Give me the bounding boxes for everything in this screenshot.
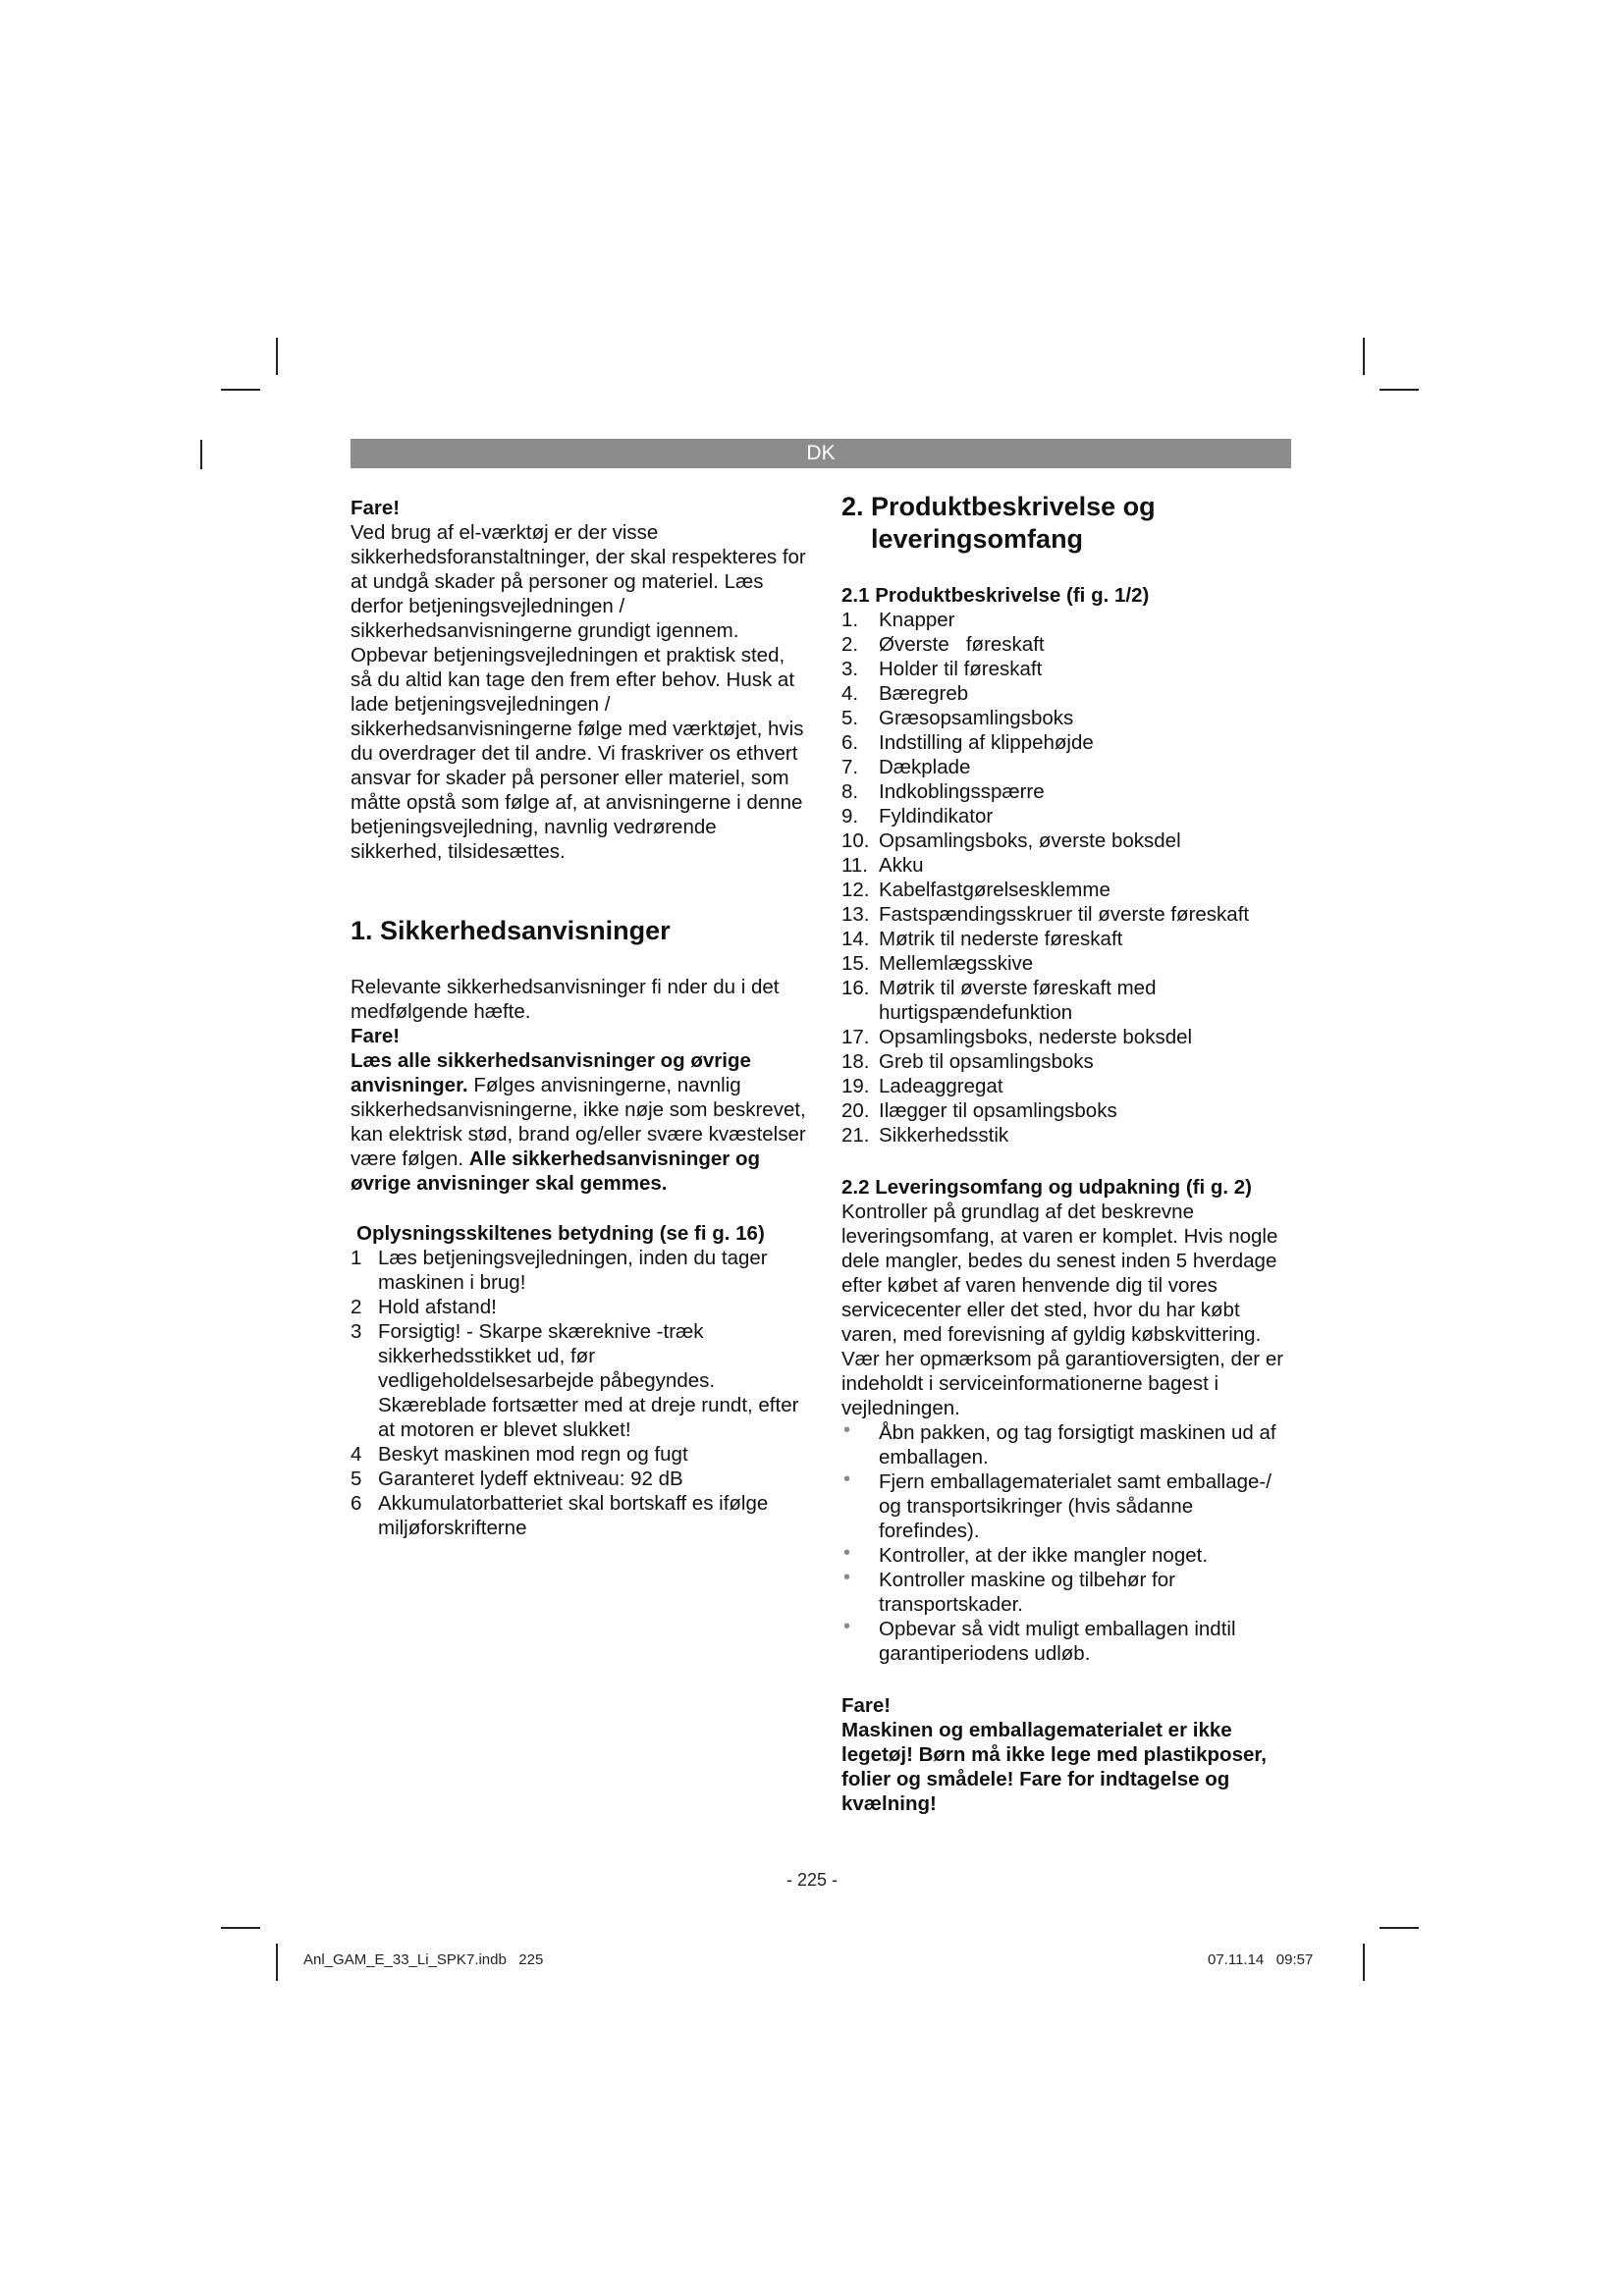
item-text: Møtrik til øverste føreskaft med hurtigspændefunktion	[879, 977, 1157, 1024]
unpack-list	[841, 1420, 1298, 1666]
item-number: 9.	[841, 805, 859, 828]
list-item	[841, 1617, 1298, 1666]
crop-mark	[276, 1944, 278, 1981]
list-item	[841, 976, 1298, 1025]
print-timestamp: 07.11.14 09:57	[1208, 1951, 1314, 1968]
item-number: 15.	[841, 952, 870, 975]
crop-mark	[276, 338, 278, 375]
item-number: 18.	[841, 1050, 870, 1073]
crop-mark	[1380, 1927, 1419, 1929]
list-item	[841, 902, 1298, 927]
list-item	[841, 1025, 1298, 1049]
item-number: 19.	[841, 1075, 870, 1097]
item-text: Kontroller maskine og tilbehør for transportskader.	[879, 1569, 1175, 1616]
item-number: 11.	[841, 854, 868, 877]
item-text: Sikkerhedsstik	[879, 1124, 1009, 1147]
item-text: Opsamlingsboks, øverste boksdel	[879, 829, 1181, 852]
list-item	[841, 1098, 1298, 1123]
item-text: Fyldindikator	[879, 805, 994, 828]
list-item	[841, 657, 1298, 681]
list-item	[351, 1246, 807, 1295]
crop-mark	[1363, 1944, 1365, 1981]
item-number: 4	[351, 1443, 362, 1466]
list-item	[841, 730, 1298, 755]
list-item	[841, 853, 1298, 878]
list-item	[841, 1074, 1298, 1098]
item-number: 5	[351, 1468, 362, 1490]
signs-heading: Oplysningsskiltenes betydning (se fi g. 16)	[356, 1222, 765, 1245]
item-text: Hold afstand!	[378, 1296, 497, 1318]
danger-paragraph: Ved brug af el-værktøj er der visse sikkerhedsforanstaltninger, der skal respekteres for at undgå skader på personer og materiel. Læs derfor betjeningsvejledningen / sikkerhedsanvisningerne grundigt igennem. Opbevar betjeningsvejledningen et praktisk sted, så du altid kan tage den frem efter behov. Husk at lade betjeningsvejledningen / sikkerhedsanvisningerne følge med værktøjet, hvis du overdrager det til andre. Vi fraskriver os ethvert ansvar for skader på personer eller materiel, som måtte opstå som følge af, at anvisningerne i denne betjeningsvejledning, navnlig vedrørende sikkerhed, tilsidesættes.	[351, 521, 806, 863]
item-text: Greb til opsamlingsboks	[879, 1050, 1094, 1073]
list-item	[841, 804, 1298, 828]
crop-mark	[221, 1927, 260, 1929]
item-number: 7.	[841, 756, 859, 778]
item-number: 21.	[841, 1124, 870, 1147]
item-text: Øverste føreskaft	[879, 633, 1045, 656]
item-text: Dækplade	[879, 756, 971, 778]
list-item	[841, 1543, 1298, 1568]
item-number: 1	[351, 1247, 362, 1269]
list-item	[841, 779, 1298, 804]
warning-lead: Læs alle sikkerhedsanvisninger og øvrige anvisninger.	[351, 1049, 751, 1096]
item-text: Åbn pakken, og tag forsigtigt maskinen ud af emballagen.	[879, 1421, 1276, 1468]
item-text: Opsamlingsboks, nederste boksdel	[879, 1026, 1193, 1048]
item-number: 6.	[841, 731, 859, 754]
list-item	[841, 632, 1298, 657]
left-column	[351, 496, 807, 1540]
item-text: Ladeaggregat	[879, 1075, 1003, 1097]
item-text: Møtrik til nederste føreskaft	[879, 928, 1123, 950]
list-item	[841, 706, 1298, 730]
list-item	[351, 1295, 807, 1319]
list-item	[841, 755, 1298, 779]
danger-title: Fare!	[351, 497, 401, 519]
item-text: Garanteret lydeff ektniveau: 92 dB	[378, 1468, 683, 1490]
section-1-heading: 1. Sikkerhedsanvisninger	[351, 916, 671, 945]
page-number: - 225 -	[785, 1870, 839, 1890]
item-number: 1.	[841, 609, 859, 631]
item-number: 4.	[841, 682, 859, 705]
crop-mark	[200, 440, 202, 469]
item-text: Indkoblingsspærre	[879, 780, 1045, 803]
item-text: Mellemlægsskive	[879, 952, 1034, 975]
list-item	[351, 1491, 807, 1540]
item-number: 3.	[841, 658, 859, 680]
signs-list	[351, 1246, 807, 1540]
right-column	[841, 491, 1298, 1816]
list-item	[841, 1469, 1298, 1543]
subsection-2-2-heading: 2.2 Leveringsomfang og udpakning (fi g. 2)	[841, 1176, 1253, 1199]
list-item	[841, 681, 1298, 706]
danger-title: Fare!	[841, 1694, 892, 1717]
item-number: 10.	[841, 829, 870, 852]
list-item	[841, 608, 1298, 632]
section-2-heading: 2. Produktbeskrivelse og leveringsomfang	[841, 492, 1156, 554]
item-text: Forsigtig! - Skarpe skæreknive -træk sikkerhedsstikket ud, før vedligeholdelsesarbejde påbegyndes. Skæreblade fortsætter med at dreje rundt, efter at motoren er blevet slukket!	[378, 1320, 799, 1441]
item-number: 20.	[841, 1099, 870, 1122]
language-header-bar	[351, 439, 1291, 468]
item-number: 13.	[841, 903, 870, 926]
item-text: Læs betjeningsvejledningen, inden du tager maskinen i brug!	[378, 1247, 768, 1294]
list-item	[351, 1319, 807, 1442]
parts-list	[841, 608, 1298, 1148]
item-number: 8.	[841, 780, 859, 803]
warning-body: Følges anvisningerne, navnlig sikkerhedsanvisningerne, ikke nøje som beskrevet, kan elektrisk stød, brand og/eller svære kvæstelser være følgen.	[351, 1074, 806, 1170]
item-text: Kontroller, at der ikke mangler noget.	[879, 1544, 1209, 1567]
bullet-icon: •	[843, 1542, 851, 1564]
item-text: Fjern emballagematerialet samt emballage-/ og transportsikringer (hvis sådanne forefindes).	[879, 1470, 1272, 1542]
item-number: 3	[351, 1320, 362, 1343]
item-text: Græsopsamlingsboks	[879, 707, 1074, 729]
item-number: 2.	[841, 633, 859, 656]
list-item	[841, 1568, 1298, 1617]
danger-title: Fare!	[351, 1025, 401, 1047]
list-item	[351, 1442, 807, 1467]
bullet-icon: •	[843, 1468, 851, 1490]
item-text: Knapper	[879, 609, 955, 631]
item-text: Opbevar så vidt muligt emballagen indtil garantiperiodens udløb.	[879, 1618, 1236, 1665]
item-text: Holder til føreskaft	[879, 658, 1043, 680]
delivery-paragraph: Kontroller på grundlag af det beskrevne leveringsomfang, at varen er komplet. Hvis nogle dele mangler, bedes du senest inden 5 hverdage efter købet af varen henvende dig til vores servicecenter eller det sted, hvor du har købt varen, med forevisning af gyldig købskvittering. Vær her opmærksom på garantioversigten, der er indeholdt i serviceinformationerne bagest i vejledningen.	[841, 1201, 1284, 1419]
warning-paragraph	[351, 1048, 807, 1196]
list-item	[841, 1420, 1298, 1469]
bullet-icon: •	[843, 1419, 851, 1441]
crop-mark	[1363, 338, 1365, 375]
section-1-intro: Relevante sikkerhedsanvisninger fi nder du i det medfølgende hæfte.	[351, 976, 780, 1023]
item-number: 14.	[841, 928, 870, 950]
bullet-icon: •	[843, 1616, 851, 1637]
danger-paragraph: Maskinen og emballagematerialet er ikke legetøj! Børn må ikke lege med plastikposer, folier og smådele! Fare for indtagelse og kvælning!	[841, 1719, 1267, 1815]
warning-tail: Alle sikkerhedsanvisninger og øvrige anvisninger skal gemmes.	[351, 1148, 761, 1195]
item-text: Fastspændingsskruer til øverste føreskaft	[879, 903, 1250, 926]
item-text: Indstilling af klippehøjde	[879, 731, 1094, 754]
bullet-icon: •	[843, 1567, 851, 1588]
item-text: Ilægger til opsamlingsboks	[879, 1099, 1117, 1122]
item-number: 17.	[841, 1026, 870, 1048]
list-item	[351, 1467, 807, 1491]
crop-mark	[1380, 389, 1419, 391]
list-item	[841, 927, 1298, 951]
item-text: Akku	[879, 854, 924, 877]
list-item	[841, 1049, 1298, 1074]
list-item	[841, 1123, 1298, 1148]
language-code: DK	[806, 442, 836, 464]
item-text: Kabelfastgørelsesklemme	[879, 879, 1110, 901]
item-number: 12.	[841, 879, 870, 901]
list-item	[841, 951, 1298, 976]
item-text: Beskyt maskinen mod regn og fugt	[378, 1443, 688, 1466]
item-number: 5.	[841, 707, 859, 729]
crop-mark	[221, 389, 260, 391]
list-item	[841, 828, 1298, 853]
item-text: Akkumulatorbatteriet skal bortskaff es ifølge miljøforskrifterne	[378, 1492, 769, 1539]
item-number: 2	[351, 1296, 362, 1318]
subsection-2-1-heading: 2.1 Produktbeskrivelse (fi g. 1/2)	[841, 584, 1150, 607]
item-text: Bæregreb	[879, 682, 969, 705]
item-number: 6	[351, 1492, 362, 1515]
list-item	[841, 878, 1298, 902]
file-name: Anl_GAM_E_33_Li_SPK7.indb 225	[303, 1951, 544, 1968]
item-number: 16.	[841, 977, 870, 999]
